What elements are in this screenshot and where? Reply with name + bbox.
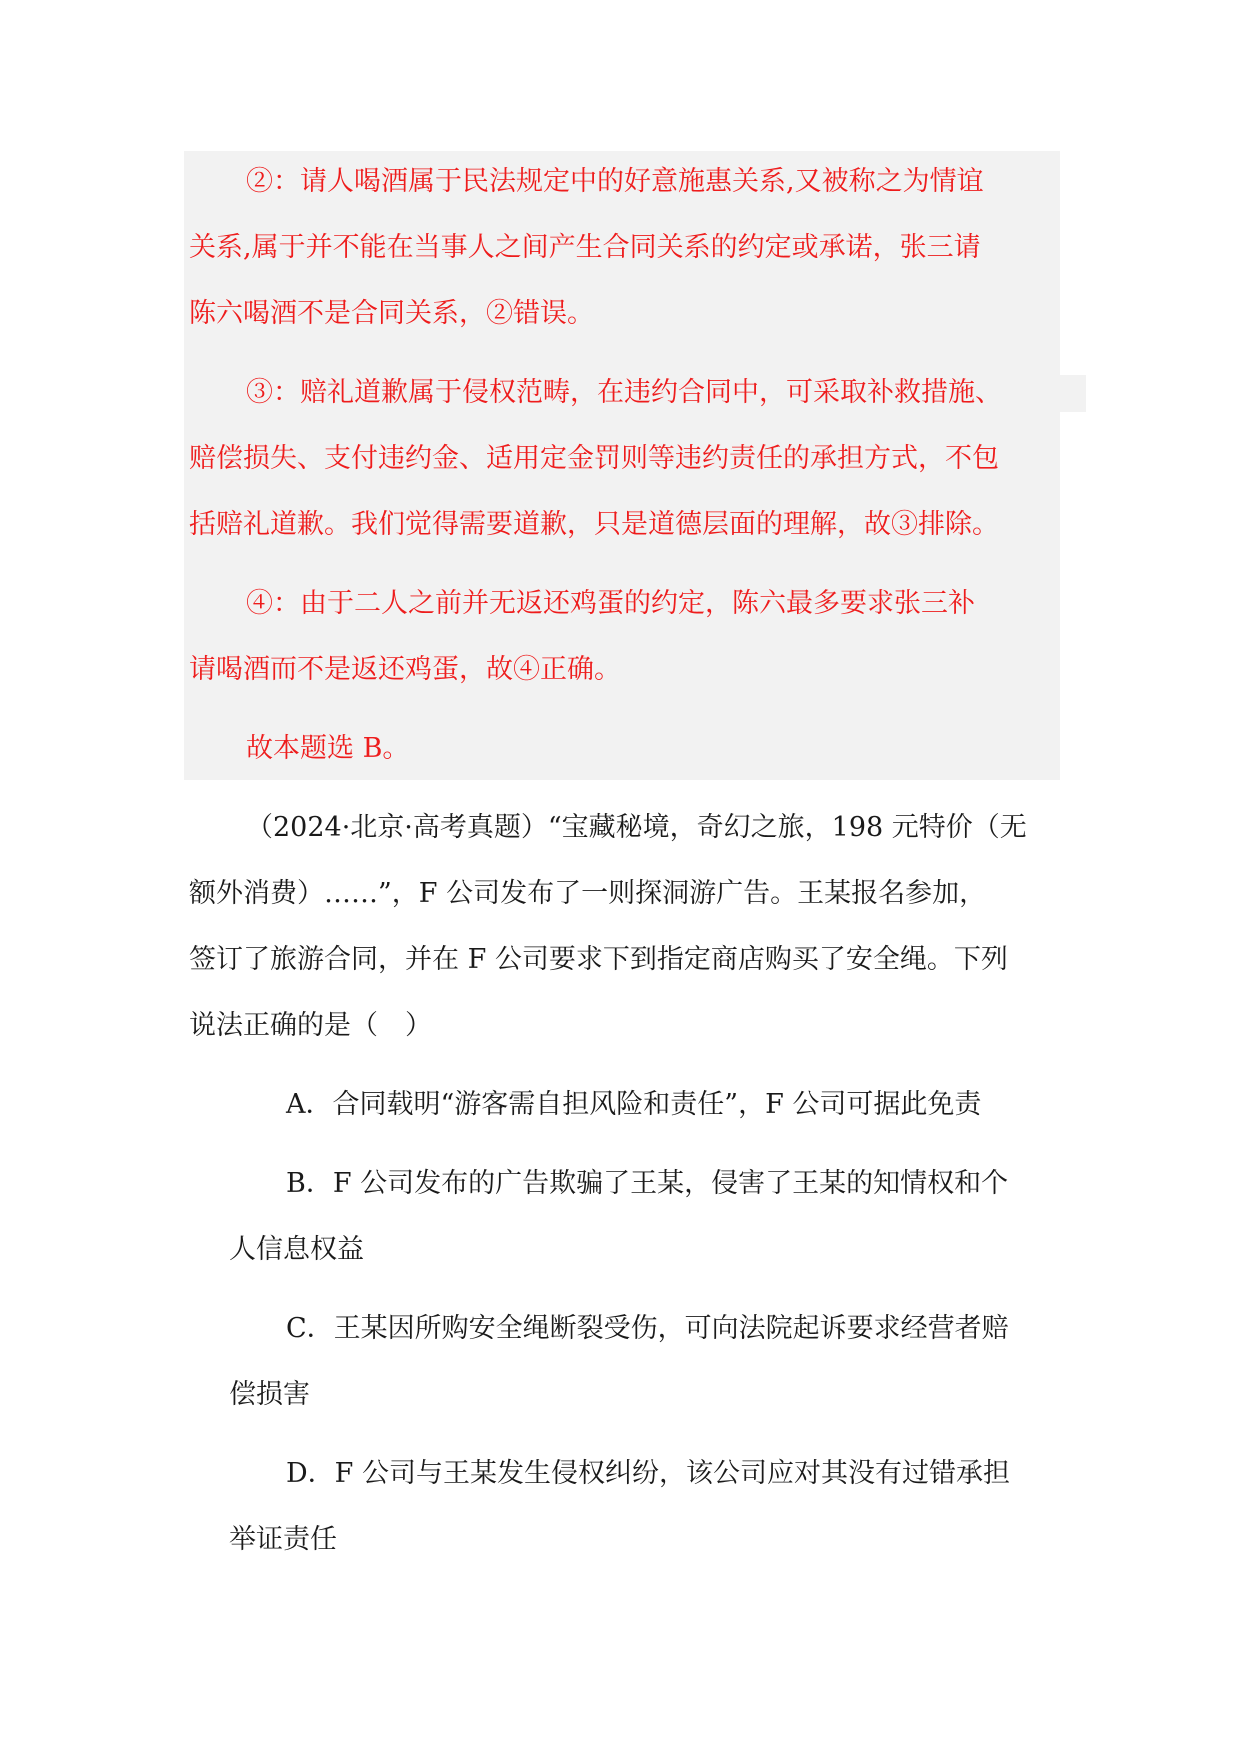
analysis-p2-line-2: 关系,属于并不能在当事人之间产生合同关系的约定或承诺，张三请	[189, 232, 981, 263]
option-d-line-1: D．F 公司与王某发生侵权纠纷，该公司应对其没有过错承担	[286, 1458, 1010, 1489]
option-c-line-1: C．王某因所购安全绳断裂受伤，可向法院起诉要求经营者赔	[286, 1313, 1009, 1344]
analysis-p2-line-1: ②：请人喝酒属于民法规定中的好意施惠关系,又被称之为情谊	[246, 166, 984, 197]
analysis-p4-line-1: ④：由于二人之前并无返还鸡蛋的约定，陈六最多要求张三补	[246, 588, 975, 619]
analysis-p2-line-3: 陈六喝酒不是合同关系，②错误。	[189, 298, 594, 329]
option-a: A．合同载明“游客需自担风险和责任”，F 公司可据此免责	[286, 1089, 982, 1120]
analysis-p3-line-1: ③：赔礼道歉属于侵权范畴，在违约合同中，可采取补救措施、	[246, 377, 1002, 408]
question-stem-line-3: 签订了旅游合同，并在 F 公司要求下到指定商店购买了安全绳。下列	[189, 944, 1008, 975]
question-stem-line-2: 额外消费）……”，F 公司发布了一则探洞游广告。王某报名参加，	[189, 878, 987, 909]
analysis-conclusion: 故本题选 B。	[246, 733, 410, 764]
question-stem-line-4: 说法正确的是（ ）	[189, 1010, 432, 1041]
option-c-line-2: 偿损害	[229, 1379, 310, 1410]
analysis-p3-line-2: 赔偿损失、支付违约金、适用定金罚则等违约责任的承担方式，不包	[189, 443, 999, 474]
option-d-line-2: 举证责任	[229, 1524, 337, 1555]
answer-box-tab	[1060, 375, 1086, 412]
option-b-line-1: B．F 公司发布的广告欺骗了王某，侵害了王某的知情权和个	[286, 1168, 1009, 1199]
question-stem-line-1: （2024·北京·高考真题）“宝藏秘境，奇幻之旅，198 元特价（无	[246, 812, 1027, 843]
analysis-p3-line-3: 括赔礼道歉。我们觉得需要道歉，只是道德层面的理解，故③排除。	[189, 509, 999, 540]
option-b-line-2: 人信息权益	[229, 1234, 364, 1265]
analysis-p4-line-2: 请喝酒而不是返还鸡蛋，故④正确。	[189, 654, 621, 685]
